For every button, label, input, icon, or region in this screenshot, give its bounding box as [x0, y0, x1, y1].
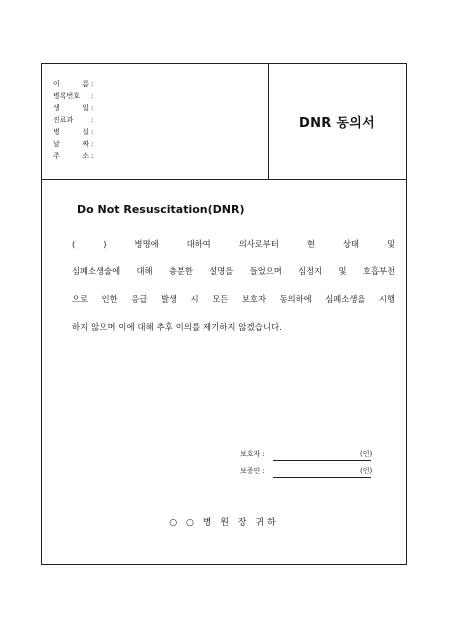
guardian-signature-line[interactable] — [273, 460, 371, 461]
field-label: 이 름 — [53, 80, 89, 88]
guarantor-seal: (인) — [360, 467, 373, 475]
guarantor-signature-line[interactable] — [273, 477, 371, 478]
body-heading: Do Not Resuscitation(DNR) — [77, 203, 245, 216]
field-label: 진료과 — [53, 116, 74, 124]
form-header — [42, 64, 406, 180]
field-label: 생 일 — [53, 104, 89, 112]
field-label: 주 소 — [53, 152, 89, 160]
consent-text-line: 으로 인한 응급 발생 시 모든 보호자 동의하에 심폐소생을 시행 — [72, 294, 395, 304]
field-label: 병록번호 — [53, 92, 81, 100]
guardian-label: 보호자 : — [240, 450, 265, 458]
consent-form — [41, 63, 407, 565]
consent-text-line: 심폐소생술에 대해 충분한 설명을 들었으며 심정지 및 호흡부전 — [72, 266, 395, 276]
patient-info-box — [42, 64, 269, 179]
guardian-seal: (인) — [360, 450, 373, 458]
form-title: DNR 동의서 — [299, 116, 375, 131]
closing-addressee: ○ ○ 병 원 장 귀하 — [169, 518, 279, 528]
field-label: 병 실 — [53, 128, 89, 136]
field-birthday: 생 일 : — [53, 104, 94, 112]
consent-text-line: 하지 않으며 이에 대해 추후 이의를 제기하지 않겠습니다. — [72, 322, 283, 332]
field-department: 진료과 : — [53, 116, 94, 124]
field-record-number: 병록번호 : — [53, 92, 94, 100]
consent-text-line: ( ) 병명에 대하여 의사로부터 현 상태 및 — [72, 239, 395, 249]
field-date: 날 짜 : — [53, 140, 94, 148]
field-label: 날 짜 — [53, 140, 89, 148]
field-address: 주 소 : — [53, 152, 94, 160]
field-name: 이 름 : — [53, 80, 94, 88]
guarantor-label: 보증인 : — [240, 467, 265, 475]
field-ward: 병 실 : — [53, 128, 94, 136]
